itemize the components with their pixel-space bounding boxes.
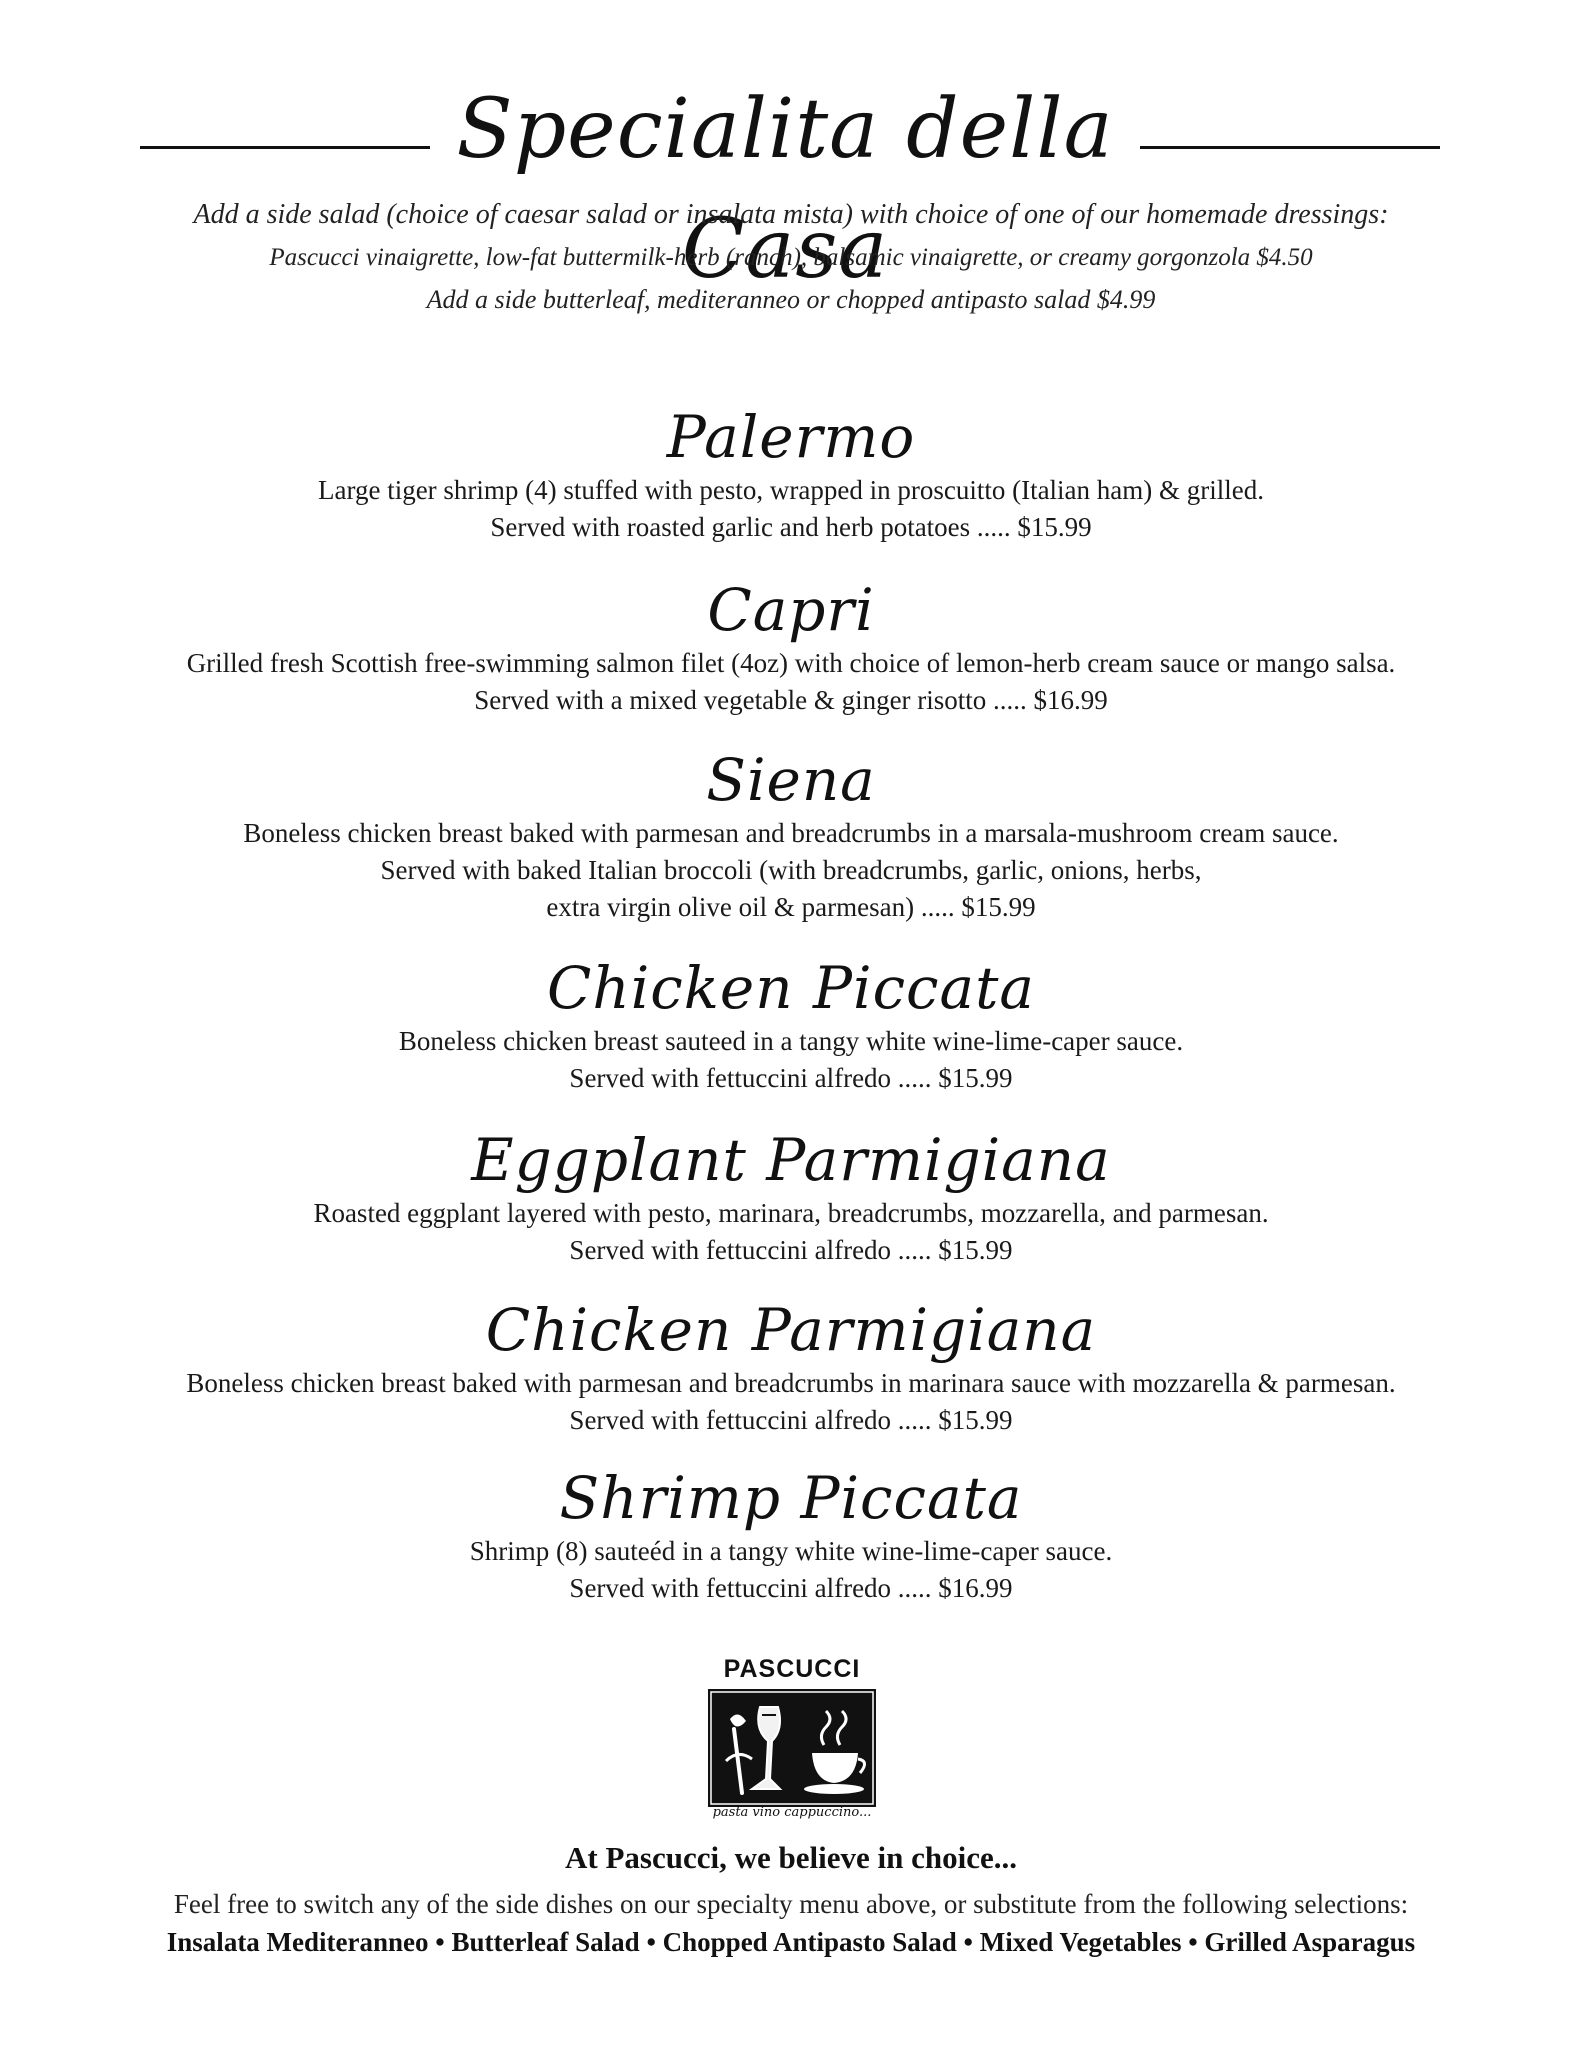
dish-name: Palermo bbox=[666, 403, 916, 471]
dish-name: Eggplant Parmigiana bbox=[471, 1126, 1111, 1194]
logo-wordmark: PASCUCCI bbox=[723, 1655, 861, 1683]
substitution-note: Feel free to switch any of the side dishes on our specialty menu above, or substitute from the following selections: bbox=[173, 1889, 1409, 1919]
dish-served-with: Served with fettuccini alfredo ..... $16.99 bbox=[569, 1573, 1013, 1603]
dish-name: Chicken Parmigiana bbox=[485, 1296, 1097, 1364]
dish-capri bbox=[0, 575, 1582, 719]
dish-description: Boneless chicken breast sauteed in a tangy white wine-lime-caper sauce. bbox=[398, 1026, 1184, 1056]
dish-served-with: Served with roasted garlic and herb potatoes ..... $15.99 bbox=[490, 512, 1092, 542]
pascucci-logo bbox=[704, 1655, 880, 1827]
intro-line-salad: Add a side salad (choice of caesar salad or insalata mista) with choice of one of our homemade dressings: bbox=[193, 199, 1389, 230]
dish-name: Shrimp Piccata bbox=[559, 1464, 1023, 1532]
dish-siena bbox=[0, 745, 1582, 926]
dish-served-with: Served with fettuccini alfredo ..... $15.99 bbox=[569, 1235, 1013, 1265]
dish-name: Capri bbox=[707, 576, 875, 644]
dish-description: Large tiger shrimp (4) stuffed with pesto, wrapped in proscuitto (Italian ham) & grilled. bbox=[317, 475, 1264, 505]
side-selections: Insalata Mediteranneo • Butterleaf Salad • Chopped Antipasto Salad • Mixed Vegetables • Grilled Asparagus bbox=[166, 1927, 1416, 1957]
title-rule-left bbox=[140, 146, 430, 149]
dish-description: Boneless chicken breast baked with parmesan and breadcrumbs in marinara sauce with mozzarella & parmesan. bbox=[186, 1368, 1396, 1398]
dish-description: Grilled fresh Scottish free-swimming salmon filet (4oz) with choice of lemon-herb cream sauce or mango salsa. bbox=[186, 648, 1396, 678]
dish-served-with: Served with baked Italian broccoli (with breadcrumbs, garlic, onions, herbs, bbox=[380, 855, 1202, 885]
dish-description: Shrimp (8) sauteéd in a tangy white wine-lime-caper sauce. bbox=[469, 1536, 1113, 1566]
dish-description: Roasted eggplant layered with pesto, marinara, breadcrumbs, mozzarella, and parmesan. bbox=[313, 1198, 1269, 1228]
dish-palermo bbox=[0, 402, 1582, 546]
dish-served-with: Served with fettuccini alfredo ..... $15.99 bbox=[569, 1063, 1013, 1093]
dish-name: Chicken Piccata bbox=[546, 954, 1036, 1022]
choice-heading: At Pascucci, we believe in choice... bbox=[565, 1840, 1017, 1875]
intro-line-side-salad: Add a side butterleaf, mediteranneo or chopped antipasto salad $4.99 bbox=[426, 285, 1156, 314]
intro-line-dressings: Pascucci vinaigrette, low-fat buttermilk-herb (ranch), balsamic vinaigrette, or creamy gorgonzola $4.50 bbox=[269, 244, 1313, 271]
logo-tagline: pasta vino cappuccino... bbox=[712, 1805, 872, 1820]
title-rule-right bbox=[1140, 146, 1440, 149]
dish-description: Boneless chicken breast baked with parmesan and breadcrumbs in a marsala-mushroom cream sauce. bbox=[243, 818, 1339, 848]
dish-chicken-parmigiana bbox=[0, 1295, 1582, 1439]
dish-eggplant-parmigiana bbox=[0, 1125, 1582, 1269]
dish-name: Siena bbox=[706, 746, 876, 814]
dish-served-with: Served with a mixed vegetable & ginger risotto ..... $16.99 bbox=[474, 685, 1108, 715]
page-title: Specialita della Casa bbox=[456, 82, 1114, 297]
side-salad-intro bbox=[0, 193, 1582, 321]
dish-served-with: Served with fettuccini alfredo ..... $15.99 bbox=[569, 1405, 1013, 1435]
dish-served-with-cont: extra virgin olive oil & parmesan) ..... $15.99 bbox=[546, 892, 1036, 922]
dish-shrimp-piccata bbox=[0, 1463, 1582, 1607]
logo-artwork-icon bbox=[708, 1689, 876, 1807]
dish-chicken-piccata bbox=[0, 953, 1582, 1097]
